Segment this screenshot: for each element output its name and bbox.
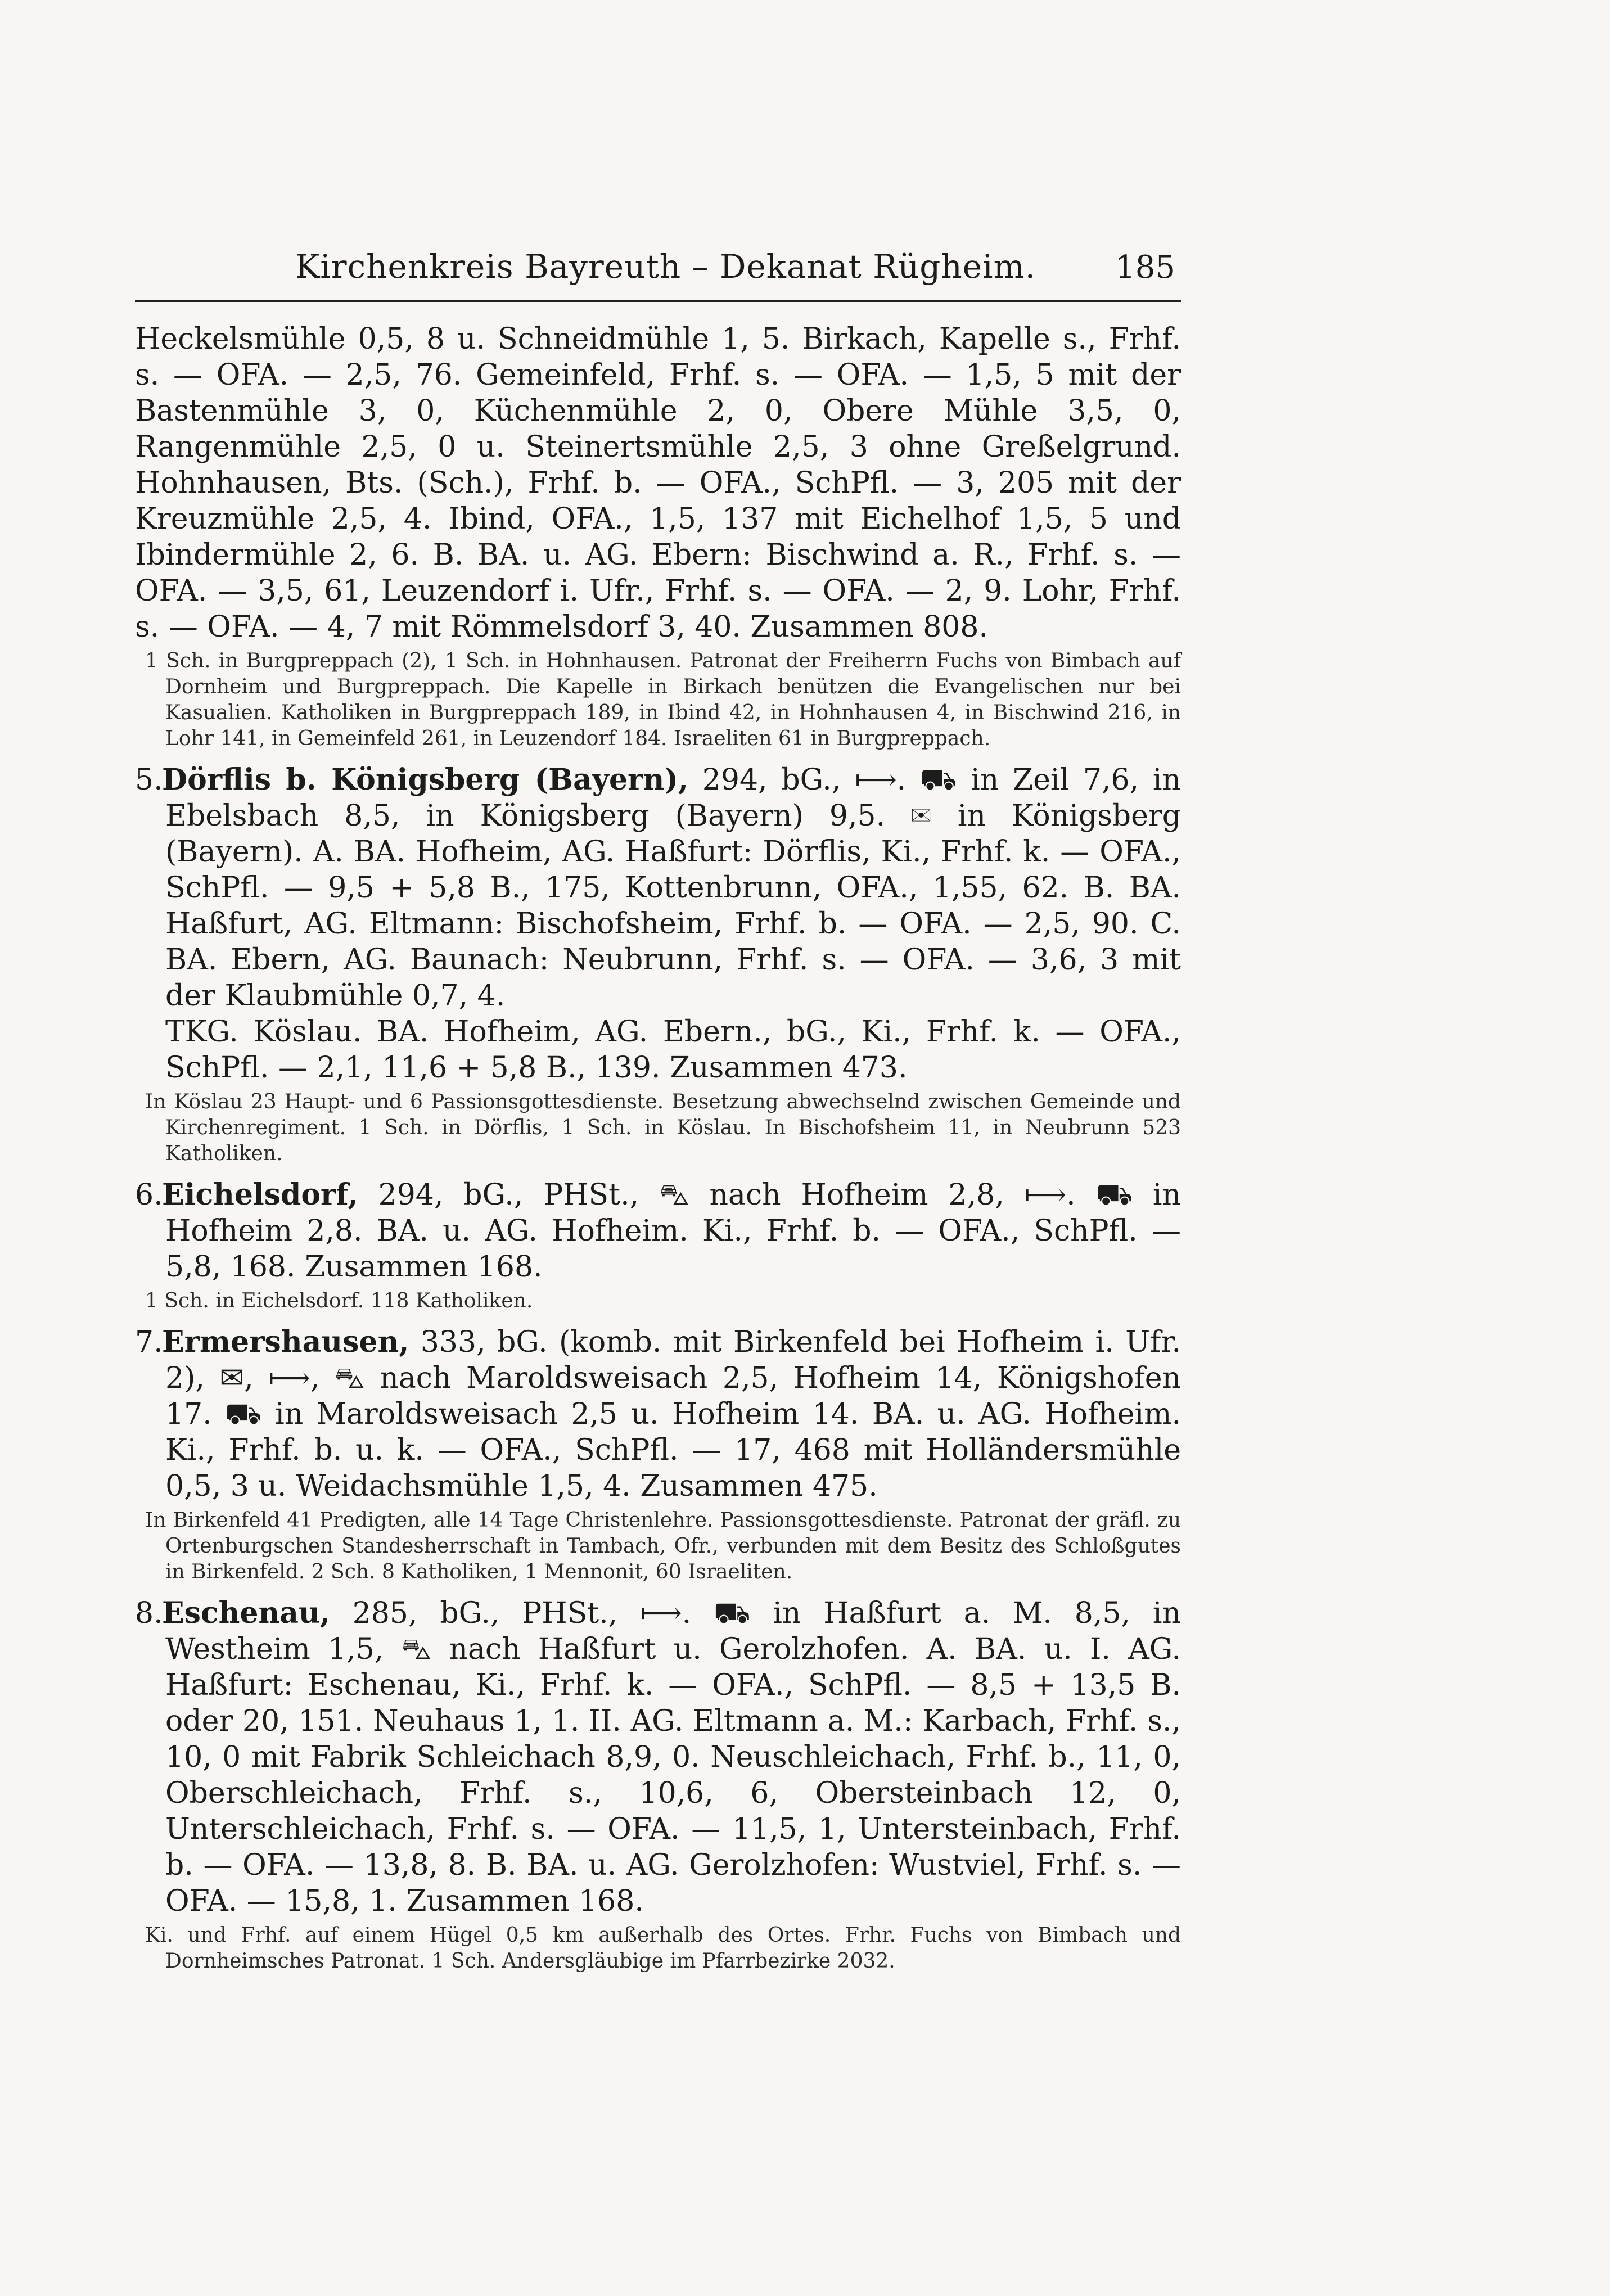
intro-paragraph: Heckelsmühle 0,5, 8 u. Schneidmühle 1, 5. Birkach, Kapelle s., Frhf. s. — OFA. — 2,5, 76. Gemeinfeld, Frhf. s. — OFA. — 1,5, 5 mit der Bastenmühle 3, 0, Küchenmühle 2, 0, Obere Mühle 3,5, 0, Rangenmühle 2,5, 0 u. Steinertsmühle 2,5, 3 ohne Greßelgrund. Hohnhausen, Bts. (Sch.), Frhf. b. — OFA., SchPfl. — 3, 205 mit der Kreuzmühle 2,5, 4. Ibind, OFA., 1,5, 137 mit Eichelhof 1,5, 5 und Ibindermühle 2, 6. B. BA. u. AG. Ebern: Bischwind a. R., Frhf. s. — OFA. — 3,5, 61, Leuzendorf i. Ufr., Frhf. s. — OFA. — 2, 9. Lohr, Frhf. s. — OFA. — 4, 7 mit Römmelsdorf 3, 40. Zusammen 808. xyxy=(135,322,1181,644)
entry-8-footnote: Ki. und Frhf. auf einem Hügel 0,5 km außerhalb des Ortes. Frhr. Fuchs von Bimbach und Dornheimsches Patronat. 1 Sch. Andersgläubige im Pfarrbezirke 2032. xyxy=(145,1924,1181,1973)
entry-text: 285, bG., PHSt., ⟼. ⛟ in Haßfurt a. M. 8,5, in Westheim 1,5, ⛍ nach Haßfurt u. Gerolzhofen. A. BA. u. I. AG. Haßfurt: Eschenau, Ki., Frhf. k. — OFA., SchPfl. — 8,5 + 13,5 B. oder 20, 151. Neuhaus 1, 1. II. AG. Eltmann a. M.: Karbach, Frhf. s., 10, 0 mit Fabrik Schleichach 8,9, 0. Neuschleichach, Frhf. b., 11, 0, Oberschleichach, Frhf. s., 10,6, 6, Obersteinbach 12, 0, Unterschleichach, Frhf. s. — OFA. — 11,5, 1, Untersteinbach, Frhf. b. — OFA. — 13,8, 8. B. BA. u. AG. Gerolzhofen: Wustviel, Frhf. s. — OFA. — 15,8, 1. Zusammen 168. xyxy=(165,1596,1181,1918)
document-page xyxy=(135,247,1181,1977)
entry-number: 8. xyxy=(135,1596,163,1630)
entry-text: 333, bG. (komb. mit Birkenfeld bei Hofheim i. Ufr. 2), ✉, ⟼, ⛍ nach Maroldsweisach 2,5, Hofheim 14, Königshofen 17. ⛟ in Maroldsweisach 2,5 u. Hofheim 14. BA. u. AG. Hofheim. Ki., Frhf. b. u. k. — OFA., SchPfl. — 17, 468 mit Holländersmühle 0,5, 3 u. Weidachsmühle 1,5, 4. Zusammen 475. xyxy=(165,1325,1181,1503)
entry-number: 6. xyxy=(135,1178,163,1212)
entry-7-footnote: In Birkenfeld 41 Predigten, alle 14 Tage Christenlehre. Passionsgottesdienste. Patronat der gräfl. zu Ortenburgschen Standesherrschaft in Tambach, Ofr., verbunden mit dem Besitz des Schloßgutes in Birkenfeld. 2 Sch. 8 Katholiken, 1 Mennonit, 60 Israeliten. xyxy=(145,1509,1181,1584)
page-header xyxy=(135,247,1181,302)
running-title: Kirchenkreis Bayreuth – Dekanat Rügheim. xyxy=(295,247,1036,286)
entry-name: Eichelsdorf, xyxy=(162,1178,358,1212)
entry-6 xyxy=(135,1177,1181,1285)
entry-name: Eschenau, xyxy=(162,1596,330,1630)
entry-number: 7. xyxy=(135,1325,163,1359)
entry-number: 5. xyxy=(135,763,163,797)
entry-5-footnote: In Köslau 23 Haupt- und 6 Passionsgottesdienste. Besetzung abwechselnd zwischen Gemeinde und Kirchenregiment. 1 Sch. in Dörflis, 1 Sch. in Köslau. In Bischofsheim 11, in Neubrunn 523 Katholiken. xyxy=(145,1090,1181,1165)
entry-6-footnote: 1 Sch. in Eichelsdorf. 118 Katholiken. xyxy=(145,1289,533,1312)
entry-name: Dörflis b. Königsberg (Bayern), xyxy=(162,763,689,797)
entry-5-sub: TKG. Köslau. BA. Hofheim, AG. Ebern., bG., Ki., Frhf. k. — OFA., SchPfl. — 2,1, 11,6 + 5,8 B., 139. Zusammen 473. xyxy=(165,1015,1181,1085)
entry-5 xyxy=(135,762,1181,1014)
entry-8 xyxy=(135,1595,1181,1919)
intro-footnote: 1 Sch. in Burgpreppach (2), 1 Sch. in Hohnhausen. Patronat der Freiherrn Fuchs von Bimbach auf Dornheim und Burgpreppach. Die Kapelle in Birkach benützen die Evangelischen nur bei Kasualien. Katholiken in Burgpreppach 189, in Ibind 42, in Hohnhausen 4, in Bischwind 216, in Lohr 141, in Gemeinfeld 261, in Leuzendorf 184. Israeliten 61 in Burgpreppach. xyxy=(145,649,1181,750)
entry-name: Ermershausen, xyxy=(162,1325,409,1359)
entry-text: 294, bG., PHSt., ⛍ nach Hofheim 2,8, ⟼. ⛟ in Hofheim 2,8. BA. u. AG. Hofheim. Ki., Frhf. b. — OFA., SchPfl. — 5,8, 168. Zusammen 168. xyxy=(165,1178,1181,1284)
entry-text: 294, bG., ⟼. ⛟ in Zeil 7,6, in Ebelsbach 8,5, in Königsberg (Bayern) 9,5. ✉ in Königsberg (Bayern). A. BA. Hofheim, AG. Haßfurt: Dörflis, Ki., Frhf. k. — OFA., SchPfl. — 9,5 + 5,8 B., 175, Kottenbrunn, OFA., 1,55, 62. B. BA. Haßfurt, AG. Eltmann: Bischofsheim, Frhf. b. — OFA. — 2,5, 90. C. BA. Ebern, AG. Baunach: Neubrunn, Frhf. s. — OFA. — 3,6, 3 mit der Klaubmühle 0,7, 4. xyxy=(165,763,1181,1013)
entry-7 xyxy=(135,1324,1181,1504)
page-number: 185 xyxy=(1115,249,1175,286)
